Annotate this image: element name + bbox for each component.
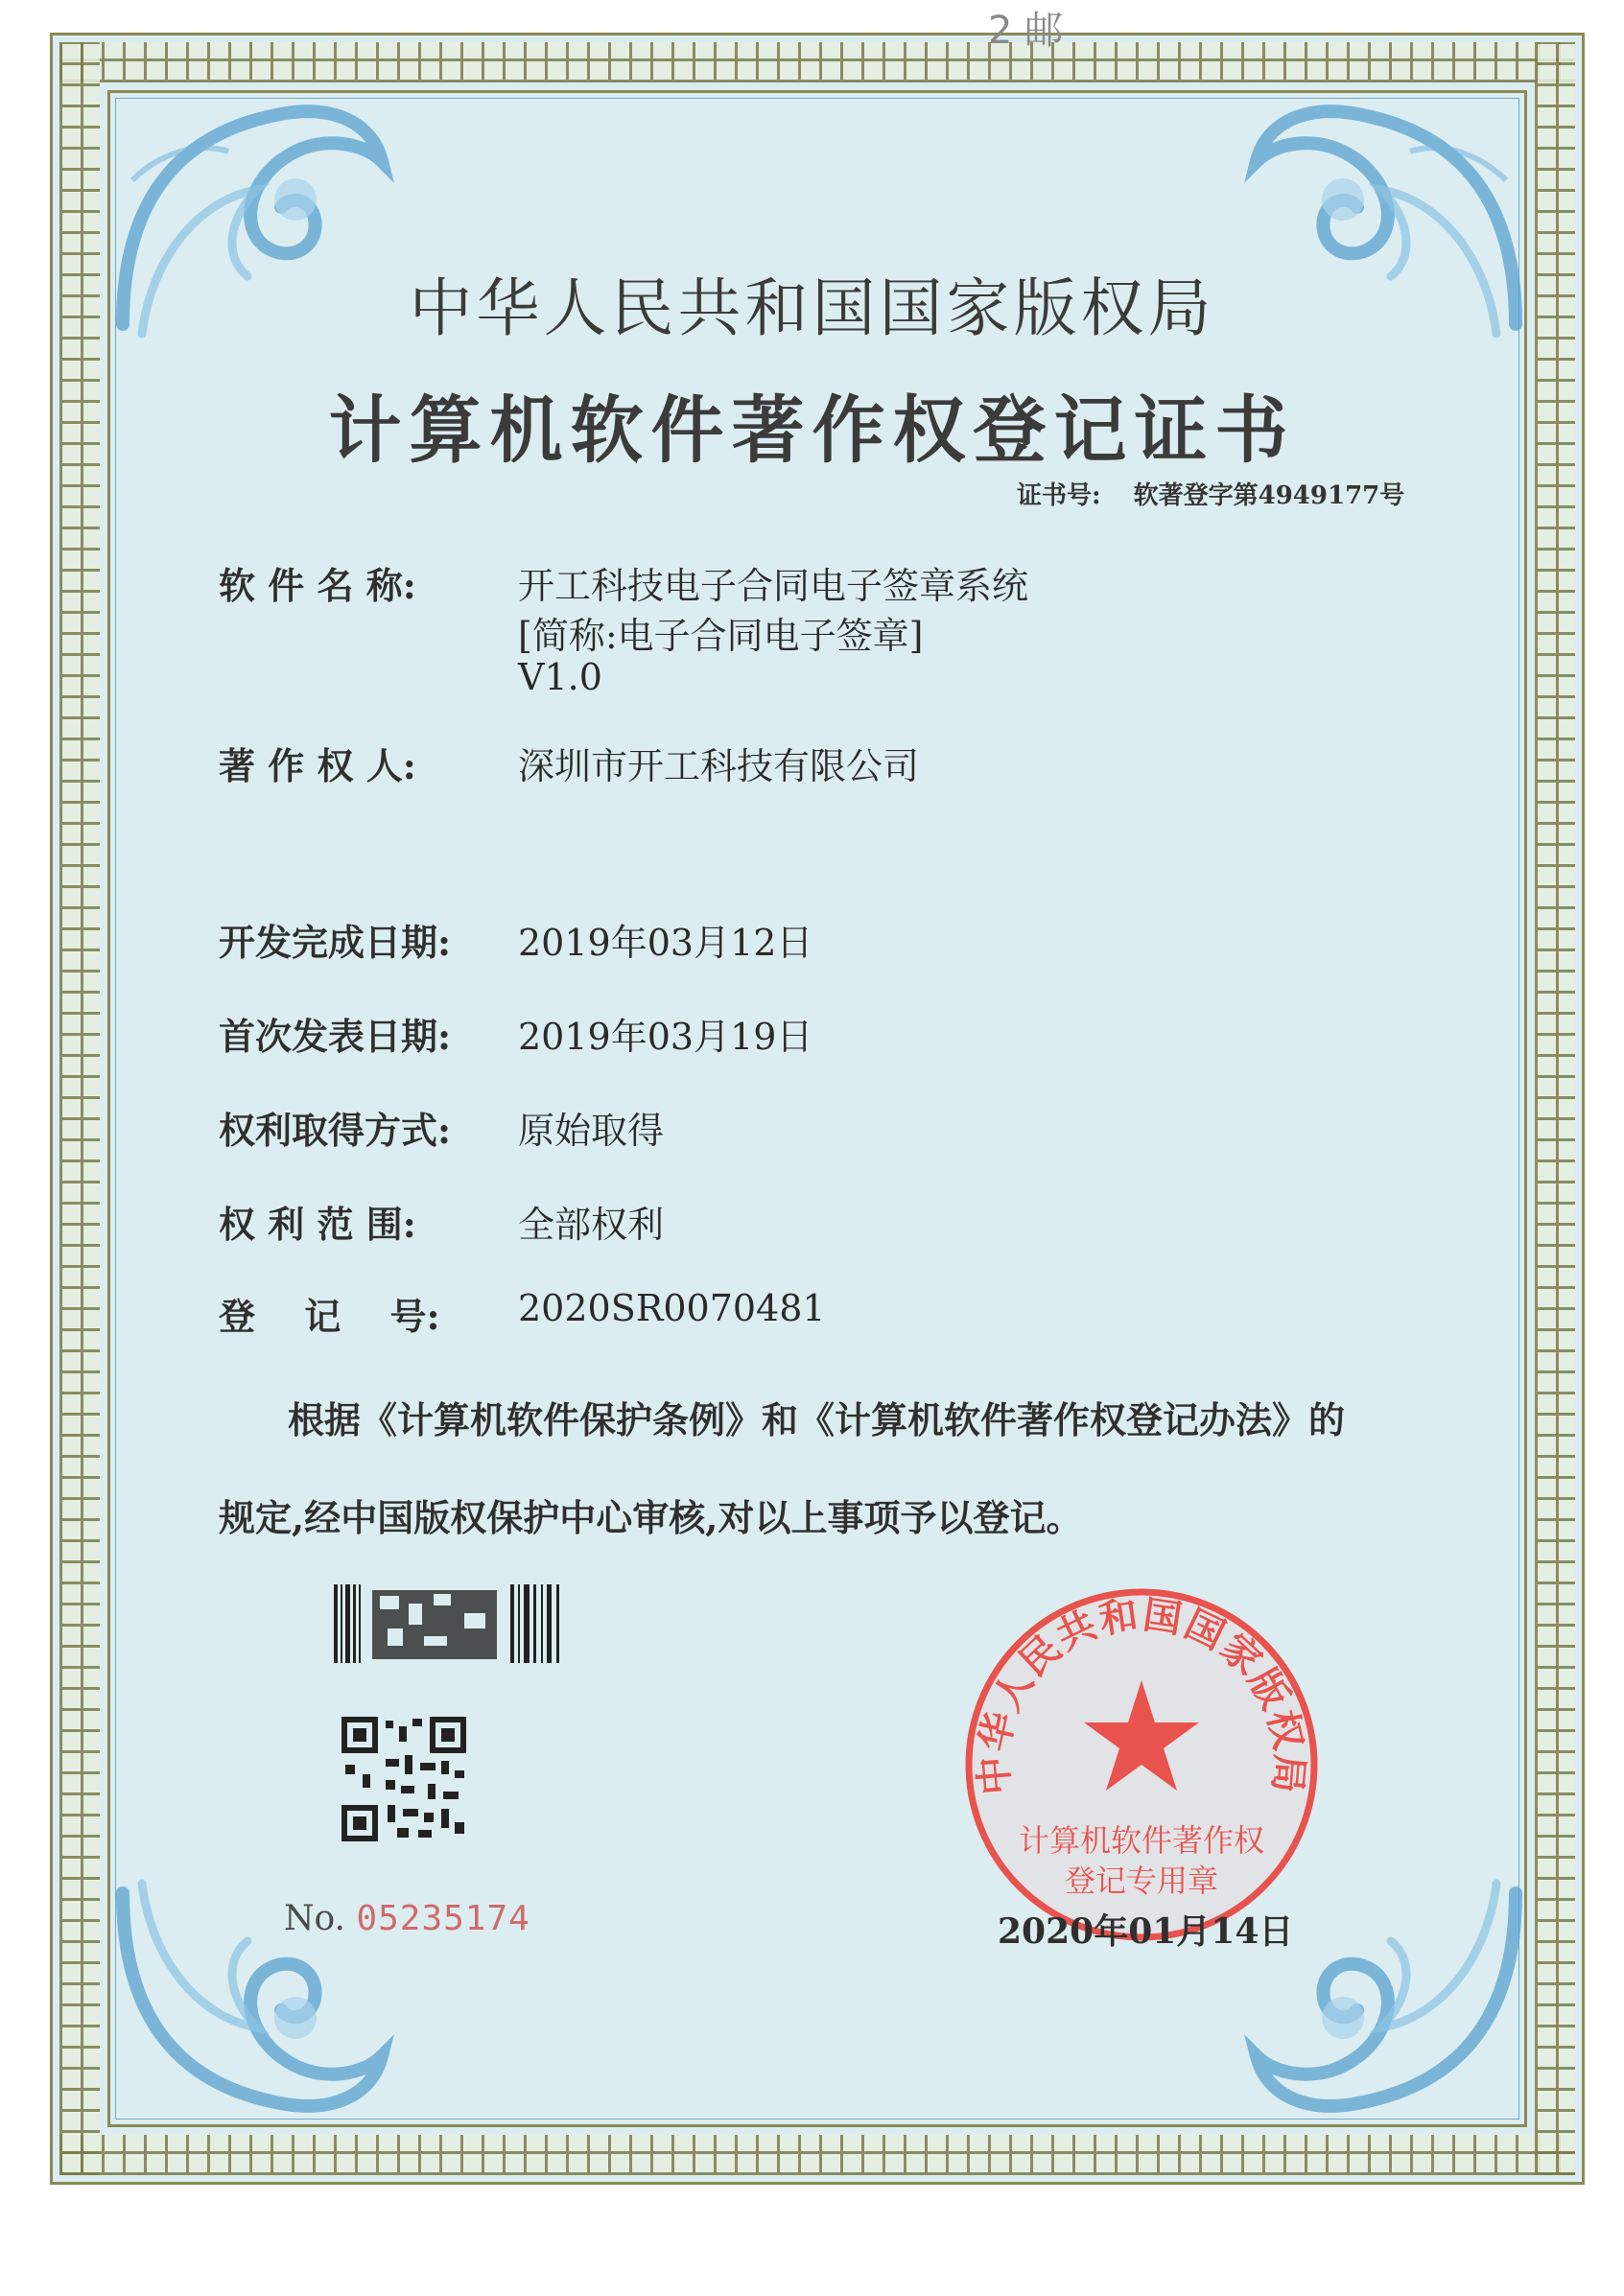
qr-code: [341, 1717, 466, 1841]
software-name-label: 软 件 名 称:: [219, 564, 416, 607]
handwritten-mark: 2 邮: [988, 9, 1064, 53]
reg-no-label: 登 记 号:: [219, 1295, 440, 1338]
dev-date-label: 开发完成日期:: [219, 921, 452, 964]
seal-inner-line2: 登记专用章: [1064, 1863, 1219, 1899]
statement-line1: 根据《计算机软件保护条例》和《计算机软件著作权登记办法》的: [288, 1398, 1346, 1441]
certificate-number: [1017, 476, 1404, 511]
dev-date-value: 2019年03月12日: [518, 922, 813, 964]
issue-date: 2020年01月14日: [998, 1911, 1294, 1952]
pub-date-label: 首次发表日期:: [219, 1015, 452, 1058]
scope-value: 全部权利: [518, 1204, 665, 1246]
certificate-number-value: 软著登字第4949177号: [1133, 481, 1405, 510]
certificate-number-label: 证书号:: [1017, 481, 1101, 510]
barcode: [334, 1584, 564, 1663]
seal-inner-line1: 计算机软件著作权: [1018, 1822, 1265, 1859]
issuer-title: 中华人民共和国国家版权局: [409, 271, 1215, 345]
scope-label: 权 利 范 围:: [219, 1203, 416, 1246]
serial-prefix: No.: [284, 1899, 345, 1938]
serial-number: [284, 1899, 530, 1938]
owner-value: 深圳市开工科技有限公司: [518, 745, 920, 787]
software-name-version: V1.0: [518, 656, 602, 698]
certificate-title: 计算机软件著作权登记证书: [328, 387, 1296, 473]
method-value: 原始取得: [518, 1110, 665, 1152]
serial-value: 05235174: [356, 1899, 530, 1938]
official-seal: [950, 1573, 1333, 1956]
software-name-line1: 开工科技电子合同电子签章系统: [518, 565, 1029, 607]
reg-no-value: 2020SR0070481: [518, 1287, 826, 1329]
method-label: 权利取得方式:: [219, 1109, 452, 1152]
owner-label: 著 作 权 人:: [219, 744, 416, 787]
software-name-line2: [简称:电子合同电子签章]: [518, 615, 924, 657]
pub-date-value: 2019年03月19日: [518, 1016, 813, 1058]
seal-ring-text: 中华人民共和国国家版权局: [970, 1591, 1313, 1797]
statement-line2: 规定,经中国版权保护中心审核,对以上事项予以登记。: [219, 1496, 1083, 1539]
